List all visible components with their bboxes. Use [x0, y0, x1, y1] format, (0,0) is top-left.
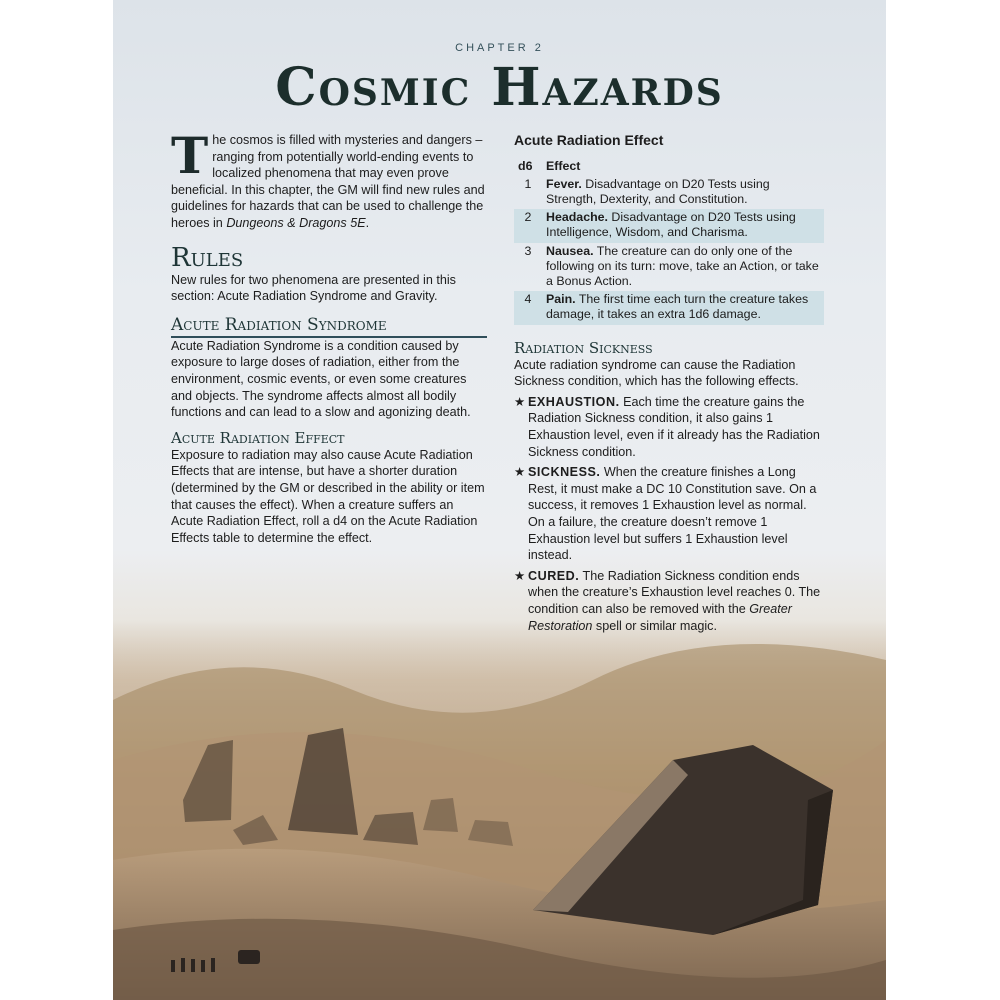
ars-heading: Acute Radiation Syndrome: [171, 315, 487, 338]
bullet-label: CURED.: [528, 568, 580, 583]
star-icon: ★: [514, 394, 526, 409]
bullet-text-end: spell or similar magic.: [592, 618, 717, 633]
spell-name: Greater Restoration: [528, 601, 792, 633]
effect-name: Headache.: [546, 210, 608, 225]
table-row: [514, 209, 824, 242]
bullet-text: The Radiation Sickness condition ends when the creature’s Exhaustion level reaches 0. The condition can also be removed with the: [528, 568, 821, 616]
bullet-text: Each time the creature gains the Radiation Sickness condition, it also gains 1 Exhaustion level, even if it already has the Radiation Sickness condition.: [528, 394, 820, 459]
effect-desc: Disadvantage on D20 Tests using Strength, Dexterity, and Constitution.: [546, 176, 770, 206]
effect-name: Nausea.: [546, 243, 594, 258]
star-icon: ★: [514, 465, 526, 480]
drop-cap: T: [171, 126, 209, 185]
bullet-text: When the creature finishes a Long Rest, it must make a DC 10 Constitution save. On a success, it removes 1 Exhaustion level as normal. On a failure, the creature doesn’t remove 1 Exhaustion level but suffers 1 Exhaustion level instead.: [528, 465, 817, 563]
rules-paragraph: New rules for two phenomena are presented in this section: Acute Radiation Syndrome and Gravity.: [171, 272, 456, 304]
right-column: [514, 132, 824, 634]
table-cell-effect: [542, 243, 824, 292]
table-row: [514, 243, 824, 292]
table-cell-effect: [542, 176, 824, 209]
table-cell-effect: [542, 291, 824, 324]
rules-heading: Rules: [171, 242, 244, 273]
table-cell-roll: 2: [514, 209, 542, 242]
sickness-heading: Radiation Sickness: [514, 338, 653, 357]
ars-paragraph: Acute Radiation Syndrome is a condition caused by exposure to large doses of radiation, either from the environment, cosmic events, or even some creatures and objects. The syndrome affects almost all bodily functions and can lead to a slow and agonizing death.: [171, 338, 471, 420]
table-header-die: d6: [518, 158, 533, 173]
effect-desc: The first time each turn the creature takes damage, it takes an extra 1d6 damage.: [546, 292, 809, 322]
intro-text: he cosmos is filled with mysteries and dangers – ranging from potentially world-ending events to localized phenomena that may even prove beneficial. In this chapter, the GM will find new rules and guidelines for hazards that can be used to challenge the heroes in: [171, 133, 485, 230]
effect-name: Pain.: [546, 292, 576, 307]
intro-text-end: .: [365, 215, 370, 230]
bullet-label: EXHAUSTION.: [528, 394, 620, 409]
book-page: [113, 0, 886, 1000]
sickness-paragraph: Acute radiation syndrome can cause the Radiation Sickness condition, which has the following effects.: [514, 357, 799, 389]
effect-desc: The creature can do only one of the following on its turn: move, take an Action, or take a Bonus Action.: [546, 243, 819, 289]
book-title: Dungeons & Dragons 5E: [226, 215, 366, 230]
table-cell-roll: 4: [514, 291, 542, 324]
table-cell-effect: [542, 209, 824, 242]
bullet-label: SICKNESS.: [528, 465, 601, 480]
star-icon: ★: [514, 568, 526, 583]
list-item: [514, 464, 824, 564]
chapter-label: CHAPTER 2: [455, 42, 544, 54]
list-item: [514, 568, 824, 634]
list-item: [514, 394, 824, 460]
table-row: [514, 176, 824, 209]
table-cell-roll: 1: [524, 176, 532, 191]
left-column: [171, 126, 487, 546]
effect-name: Fever.: [546, 176, 582, 191]
effects-table: [514, 157, 824, 325]
effect-desc: Disadvantage on D20 Tests using Intelligence, Wisdom, and Charisma.: [546, 210, 796, 240]
table-cell-roll: 3: [524, 243, 532, 258]
table-header-effect: Effect: [546, 158, 581, 173]
intro-paragraph: [171, 126, 487, 232]
table-header-row: [514, 157, 824, 176]
table-title: Acute Radiation Effect: [514, 132, 664, 148]
are-paragraph: Exposure to radiation may also cause Acute Radiation Effects that are intense, but have a shorter duration (determined by the GM or described in the ability or item that causes the effect). When a creature suffers an Acute Radiation Effect, roll a d4 on the Acute Radiation Effects table to determine the effect.: [171, 447, 485, 545]
are-heading: Acute Radiation Effect: [171, 428, 345, 447]
page-title: Cosmic Hazards: [275, 57, 724, 118]
table-row: [514, 291, 824, 324]
